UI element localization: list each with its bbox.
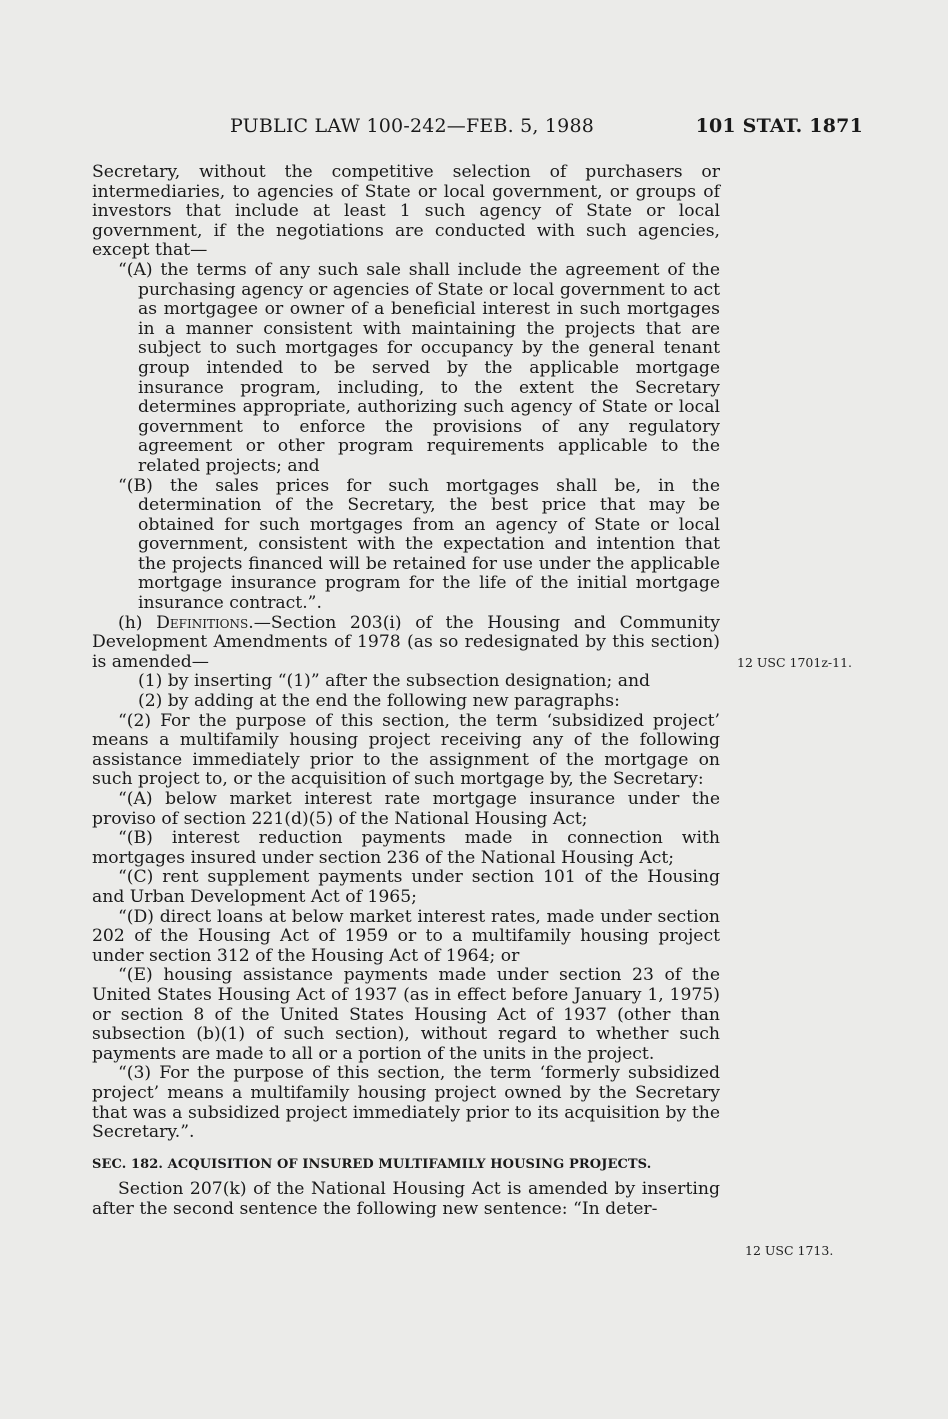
paragraph-2: “(2) For the purpose of this section, the term ‘subsidized project’ means a multifamily housing project receiving any of the following assistance immediately prior to the assignment of the mortgage on such project to, or the acquisition of such mortgage by, the Secretary: <box>92 710 720 790</box>
paragraph-continuation: Secretary, without the competitive selection of purchasers or intermediaries, to agencies of State or local government, or groups of investors that include at least 1 such agency of State or local government, if the negotiations are conducted with such agencies, except that— <box>92 162 720 261</box>
paragraph-2-d: “(D) direct loans at below market interest rates, made under section 202 of the Housing Act of 1959 or to a multifamily housing project under section 312 of the Housing Act of 1964; or <box>92 906 720 966</box>
subsection-h-text: .—Section 203(i) of the Housing and Community Development Amendments of 1978 (as so redesignated by this section) is amended— <box>92 612 720 672</box>
paragraph-h-2: (2) by adding at the end the following new paragraphs: <box>138 691 620 712</box>
section-182-text: Section 207(k) of the National Housing Act is amended by inserting after the second sentence the following new sentence: “In deter- <box>92 1179 720 1219</box>
paragraph-2-b: “(B) interest reduction payments made in connection with mortgages insured under section 236 of the National Housing Act; <box>92 828 720 868</box>
subsection-h-caption: Definitions <box>156 612 249 633</box>
margin-note-usc-1713: 12 USC 1713. <box>745 1243 834 1258</box>
subsection-h-label: (h) <box>118 612 157 633</box>
running-header-title: PUBLIC LAW 100-242—FEB. 5, 1988 <box>230 115 595 137</box>
paragraph-3: “(3) For the purpose of this section, the term ‘formerly subsidized project’ means a multifamily housing project owned by the Secretary that was a subsidized project immediately prior to its acquisition by the Secretary.”. <box>92 1063 720 1143</box>
paragraph-2-a: “(A) below market interest rate mortgage insurance under the proviso of section 221(d)(5) of the National Housing Act; <box>92 789 720 829</box>
subparagraph-b: “(B) the sales prices for such mortgages shall be, in the determination of the Secretary, the best price that may be obtained for such mortgages from an agency of State or local government, consistent with the expectation and intention that the projects financed will be retained for use under the applicable mortgage insurance program for the life of the initial mortgage insurance contract.”. <box>118 475 720 614</box>
subparagraph-a: “(A) the terms of any such sale shall include the agreement of the purchasing agency or agencies of State or local government to act as mortgagee or owner of a beneficial interest in such mortgages in a manner consistent with maintaining the projects that are subject to such mortgages for occupancy by the general tenant group intended to be served by the applicable mortgage insurance program, including, to the extent the Secretary determines appropriate, authorizing such agency of State or local government to enforce the provisions of any regulatory agreement or other program requirements applicable to the related projects; and <box>118 259 720 476</box>
margin-note-usc-1701z-11: 12 USC 1701z-11. <box>737 655 853 670</box>
body-text <box>92 163 720 1219</box>
running-header-page-ref: 101 STAT. 1871 <box>695 115 863 137</box>
subsection-h <box>92 614 720 673</box>
paragraph-2-c: “(C) rent supplement payments under section 101 of the Housing and Urban Development Act of 1965; <box>92 867 720 907</box>
paragraph-h-1: (1) by inserting “(1)” after the subsection designation; and <box>138 671 651 692</box>
section-heading: SEC. 182. ACQUISITION OF INSURED MULTIFAMILY HOUSING PROJECTS. <box>92 1156 652 1172</box>
paragraph-2-e: “(E) housing assistance payments made under section 23 of the United States Housing Act of 1937 (as in effect before January 1, 1975) or section 8 of the United States Housing Act of 1937 (other than subsection (b)(1) of such section), without regard to whether such payments are made to all or a portion of the units in the project. <box>92 965 720 1064</box>
